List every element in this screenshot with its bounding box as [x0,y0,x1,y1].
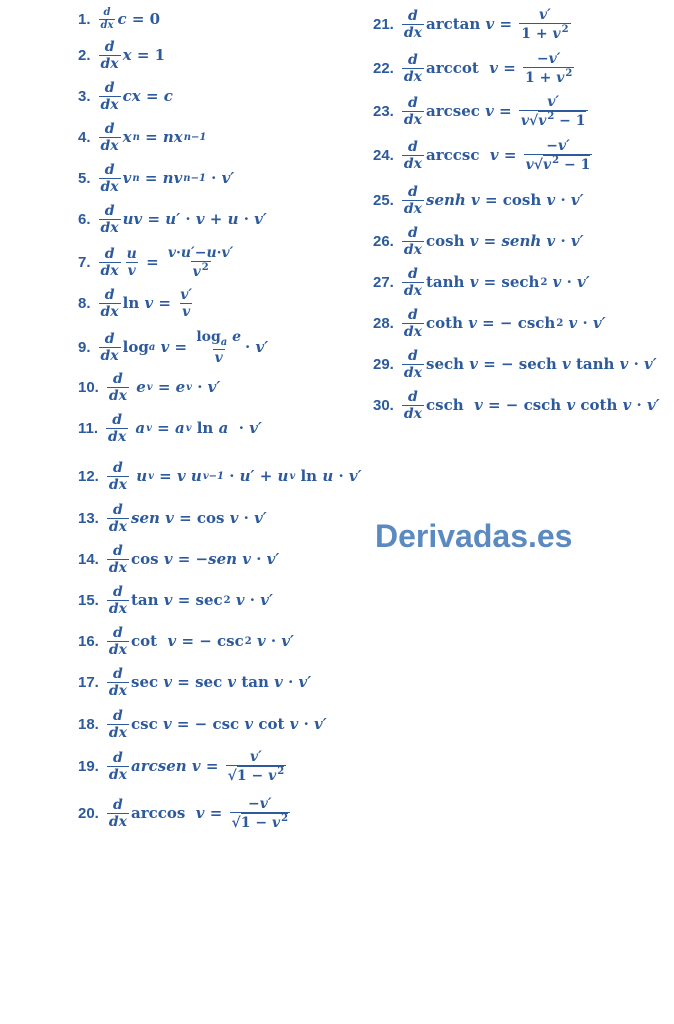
formula-18: 18. $\frac{d}{dx}$ csc v = − csc v cot v · v′ [78,708,327,741]
formula-30: 30. $\frac{d}{dx}$ csch v = − csch v coth v · v′ [373,389,660,422]
formula-24: 24. $\frac{d}{dx}$ arccsc v = $\frac{-v'}{v√v^2 - 1}$ [373,138,591,173]
formula-21: 21. $\frac{d}{dx}$ arctan v = $\frac{v'}{1 + v^2}$ [373,7,569,42]
formula-28: 28. $\frac{d}{dx}$ coth v = − csch 2 v · v′ [373,307,606,340]
formula-5: 5. $\frac{d}{dx}$ v n = nv n−1 · v′ [78,162,235,195]
formula-3: 3. $\frac{d}{dx}$ cx = c [78,80,173,113]
formula-7: 7. $\frac{d}{dx}$ $\frac{u}{v}$ = $\frac{v\cdot u'-u\cdot v'}{v^2}$ [78,245,234,280]
formula-2: 2. $\frac{d}{dx}$ x = 1 [78,39,166,72]
formula-22: 22. $\frac{d}{dx}$ arccot v = $\frac{-v'}{1 + v^2}$ [373,51,573,86]
formula-8: 8. $\frac{d}{dx}$ ln v = $\frac{v'}{v}$ [78,287,193,320]
formula-29: 29. $\frac{d}{dx}$ sech v = − sech v tanh v · v′ [373,348,657,381]
formula-23: 23. $\frac{d}{dx}$ arcsec v = $\frac{v'}{v√v^2 - 1}$ [373,94,586,129]
formula-13: 13. $\frac{d}{dx}$ sen v = cos v · v′ [78,502,267,535]
formula-12: 12. $\frac{d}{dx}$ u v = v u v−1 · u′ + u v ln u · v′ [78,460,362,493]
formula-14: 14. $\frac{d}{dx}$ cos v = − sen v · v′ [78,543,280,576]
formula-1: 1. $\frac{d}{dx}$ c = 0 [78,7,161,31]
formula-4: 4. $\frac{d}{dx}$ x n = nx n−1 [78,121,207,154]
formula-10: 10. $\frac{d}{dx}$ e v = e v · v′ [78,371,221,404]
formula-19: 19. $\frac{d}{dx}$ arcsen v = $\frac{v'}{√1 - v^2}$ [78,749,285,784]
formula-27: 27. $\frac{d}{dx}$ tanh v = sech 2 v · v′ [373,266,590,299]
formula-6: 6. $\frac{d}{dx}$ uv = u′ · v + u · v′ [78,203,267,236]
formula-11: 11. $\frac{d}{dx}$ a v = a v ln a · v′ [78,412,262,445]
formula-25: 25. $\frac{d}{dx}$ senh v = cosh v · v′ [373,184,584,217]
formula-17: 17. $\frac{d}{dx}$ sec v = sec v tan v · v′ [78,666,312,699]
site-title: Derivadas.es [375,518,573,554]
formula-16: 16. $\frac{d}{dx}$ cot v = − csc 2 v · v′ [78,625,295,658]
formula-15: 15. $\frac{d}{dx}$ tan v = sec 2 v · v′ [78,584,273,617]
formula-26: 26. $\frac{d}{dx}$ cosh v = senh v · v′ [373,225,584,258]
formula-9: 9. $\frac{d}{dx}$ log a v = $\frac{\log_a e}{v}$ · v′ [78,329,269,366]
formula-20: 20. $\frac{d}{dx}$ arccos v = $\frac{-v'}{√1 - v^2}$ [78,796,289,831]
